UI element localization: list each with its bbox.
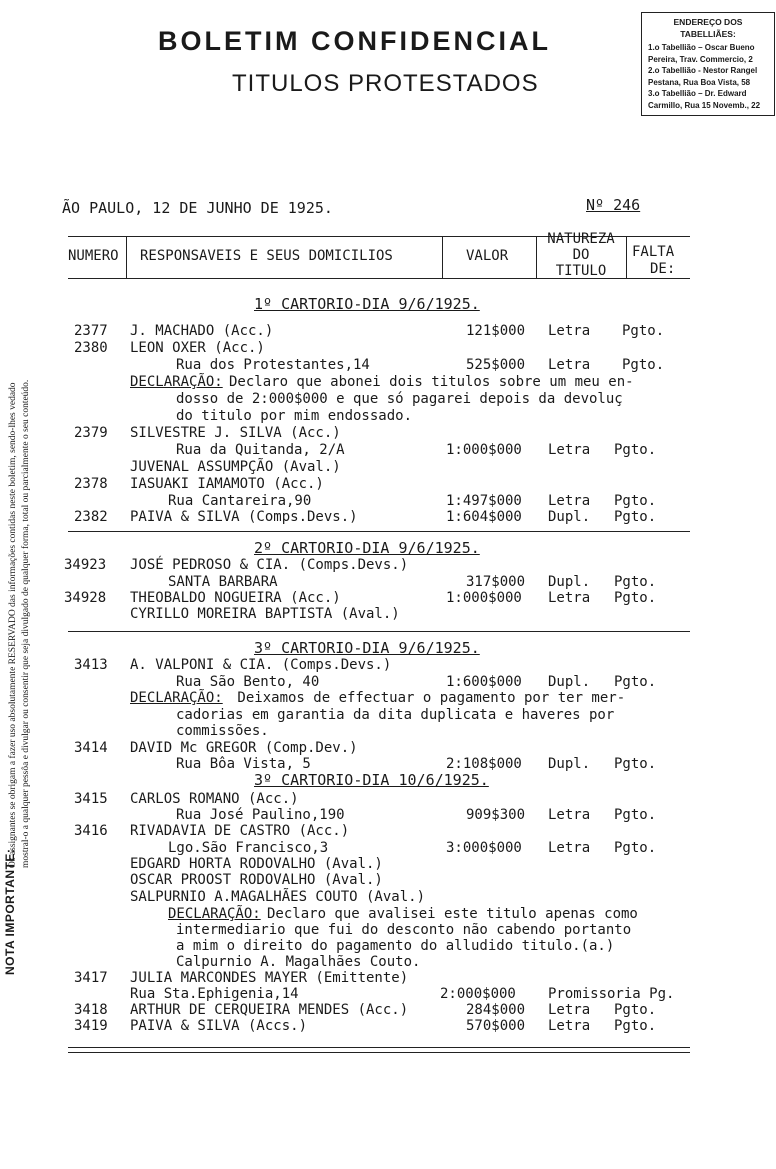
entry-valor: 909$300: [466, 807, 526, 823]
entry-address: Rua da Quitanda, 2/A: [176, 442, 345, 458]
entry-number: 3413: [74, 657, 108, 673]
entry-falta: Pgto.: [614, 590, 657, 606]
col-natureza: DO: [572, 247, 590, 263]
section-rule: [68, 631, 690, 632]
entry-natureza: Dupl.: [548, 674, 591, 690]
entry-number: 2377: [74, 323, 108, 339]
address-heading: ENDEREÇO DOS TABELLIÃES:: [673, 17, 743, 39]
entry-valor: 1:604$000: [446, 509, 522, 525]
entry-number: 3418: [74, 1002, 108, 1018]
entry-valor: 1:600$000: [446, 674, 522, 690]
address-line: 2.o Tabellião - Nestor Rangel: [648, 66, 758, 75]
entry-falta: Pgto.: [614, 840, 657, 856]
col-divider: [442, 236, 443, 279]
entry-natureza: Letra: [548, 493, 591, 509]
col-divider: [626, 236, 627, 279]
entry-natureza: Dupl.: [548, 756, 591, 772]
entry-responsavel: PAIVA & SILVA (Accs.): [130, 1018, 308, 1034]
notice-line-2: mostral-o a qualquer pessôa e divulgar ou consentir que seja divulgado de qualquer forma, total ou parcialmente o seu conteúdo.: [21, 379, 31, 868]
entry-natureza: Dupl.: [548, 574, 591, 590]
entry-natureza: Dupl.: [548, 509, 591, 525]
section-heading: 1º CARTORIO-DIA 9/6/1925.: [254, 295, 480, 313]
entry-address: Rua José Paulino,190: [176, 807, 345, 823]
entry-number: 3419: [74, 1018, 108, 1034]
declaracao-label: DECLARAÇÃO:: [168, 906, 261, 922]
entry-falta: Pgto.: [614, 574, 657, 590]
entry-number: 2379: [74, 425, 108, 441]
entry-responsavel: CYRILLO MOREIRA BAPTISTA (Aval.): [130, 606, 400, 622]
entry-address: Rua Sta.Ephigenia,14: [130, 986, 299, 1002]
entry-address: Rua Bôa Vista, 5: [176, 756, 311, 772]
entry-natureza: Letra: [548, 840, 591, 856]
entry-valor: 1:000$000: [446, 590, 522, 606]
entry-natureza: Letra: [548, 807, 591, 823]
entry-natureza: Letra: [548, 323, 591, 339]
address-line: Pestana, Rua Boa Vista, 58: [648, 77, 751, 87]
entry-falta: Pgto.: [614, 756, 657, 772]
entry-valor: 121$000: [466, 323, 526, 339]
entry-responsavel: JOSÉ PEDROSO & CIA. (Comps.Devs.): [130, 557, 409, 573]
declaracao-label: DECLARAÇÃO:: [130, 374, 223, 390]
col-falta: DE:: [650, 261, 676, 277]
entry-natureza: Letra: [548, 357, 591, 373]
declaracao-text: Deixamos de effectuar o pagamento por ter mer-: [229, 690, 626, 706]
entry-responsavel: A. VALPONI & CIA. (Comps.Devs.): [130, 657, 392, 673]
declaracao-label: DECLARAÇÃO:: [130, 690, 223, 706]
entry-natureza: Letra: [548, 1018, 591, 1034]
entry-valor: 284$000: [466, 1002, 526, 1018]
declaracao-text: intermediario que fui do desconto não cabendo portanto: [176, 922, 632, 938]
address-line: 3.o Tabellião – Dr. Edward: [648, 89, 747, 98]
col-valor: VALOR: [466, 248, 509, 264]
entry-valor: 3:000$000: [446, 840, 522, 856]
entry-address: Rua São Bento, 40: [176, 674, 320, 690]
nota-importante-label: NOTA IMPORTANTE:: [3, 848, 17, 975]
entry-natureza: Letra: [548, 590, 591, 606]
entry-valor: 1:000$000: [446, 442, 522, 458]
entry-valor: 570$000: [466, 1018, 526, 1034]
section-heading: 2º CARTORIO-DIA 9/6/1925.: [254, 539, 480, 557]
entry-address: Lgo.São Francisco,3: [168, 840, 329, 856]
entry-falta: Pgto.: [622, 323, 665, 339]
entry-falta: Pgto.: [614, 1018, 657, 1034]
entry-responsavel: ARTHUR DE CERQUEIRA MENDES (Acc.): [130, 1002, 409, 1018]
entry-number: 2382: [74, 509, 108, 525]
col-responsaveis: RESPONSAVEIS E SEUS DOMICILIOS: [140, 248, 393, 264]
entry-responsavel: THEOBALDO NOGUEIRA (Acc.): [130, 590, 341, 606]
entry-responsavel: SILVESTRE J. SILVA (Acc.): [130, 425, 341, 441]
address-line: Carmillo, Rua 15 Novemb., 22: [648, 100, 761, 110]
declaracao-text: a mim o direito do pagamento do alludido titulo.(a.): [176, 938, 615, 954]
bottom-rule: [68, 1052, 690, 1053]
entry-responsavel: LEON OXER (Acc.): [130, 340, 265, 356]
entry-responsavel: DAVID Mc GREGOR (Comp.Dev.): [130, 740, 358, 756]
declaracao-text: dosso de 2:000$000 e que só pagarei depois da devoluç: [176, 391, 623, 407]
entry-falta: Pgto.: [614, 442, 657, 458]
dateline: ÃO PAULO, 12 DE JUNHO DE 1925.: [62, 199, 333, 217]
declaracao-text: commissões.: [176, 723, 269, 739]
col-numero: NUMERO: [68, 248, 119, 264]
entry-responsavel: CARLOS ROMANO (Acc.): [130, 791, 299, 807]
col-falta: FALTA: [632, 244, 675, 260]
col-divider: [126, 236, 127, 279]
entry-natureza: Letra: [548, 1002, 591, 1018]
entry-address: SANTA BARBARA: [168, 574, 278, 590]
address-line: 1.o Tabellião – Oscar Bueno: [648, 43, 755, 52]
entry-valor: 2:108$000: [446, 756, 522, 772]
entry-number: 34928: [64, 590, 107, 606]
entry-number: 34923: [64, 557, 107, 573]
entry-responsavel: RIVADAVIA DE CASTRO (Acc.): [130, 823, 350, 839]
address-line: Pereira, Trav. Commercio, 2: [648, 54, 753, 64]
page-title: BOLETIM CONFIDENCIAL: [158, 26, 551, 56]
declaracao-text: Declaro que abonei dois titulos sobre um meu en-: [229, 374, 634, 390]
entry-responsavel: JULIA MARCONDES MAYER (Emittente): [130, 970, 409, 986]
entry-falta: Pgto.: [614, 674, 657, 690]
declaracao-text: cadorias em garantia da dita duplicata e haveres por: [176, 707, 615, 723]
entry-number: 2378: [74, 476, 108, 492]
entry-valor: 317$000: [466, 574, 526, 590]
entry-natureza: Promissoria Pg.: [548, 986, 675, 1002]
entry-address: Rua dos Protestantes,14: [176, 357, 370, 373]
entry-responsavel: JUVENAL ASSUMPÇÃO (Aval.): [130, 459, 341, 475]
bottom-rule: [68, 1047, 690, 1048]
entry-number: 3414: [74, 740, 108, 756]
entry-falta: Pgto.: [614, 1002, 657, 1018]
declaracao-text: do titulo por mim endossado.: [176, 408, 413, 424]
entry-falta: Pgto.: [614, 493, 657, 509]
page-subtitle: TITULOS PROTESTADOS: [232, 70, 539, 97]
entry-valor: 525$000: [466, 357, 526, 373]
section-rule: [68, 531, 690, 532]
declaracao-text: Declaro que avalisei este titulo apenas como: [267, 906, 638, 922]
entry-responsavel: J. MACHADO (Acc.): [130, 323, 274, 339]
section-heading: 3º CARTORIO-DIA 10/6/1925.: [254, 771, 489, 789]
declaracao-signature: Calpurnio A. Magalhães Couto.: [176, 954, 421, 970]
col-natureza: TITULO: [555, 263, 607, 279]
entry-falta: Pgto.: [614, 509, 657, 525]
entry-address: Rua Cantareira,90: [168, 493, 312, 509]
bulletin-number: Nº 246: [586, 196, 641, 214]
entry-responsavel: IASUAKI IAMAMOTO (Acc.): [130, 476, 324, 492]
notice-line-1: Os assignantes se obrigam a fazer uso absolutamente RESERVADO das informações contidas neste boletim, sendo-lhes vedado: [8, 382, 18, 868]
entry-responsavel: SALPURNIO A.MAGALHÃES COUTO (Aval.): [130, 889, 426, 905]
entry-valor: 2:000$000: [440, 986, 516, 1002]
entry-responsavel: PAIVA & SILVA (Comps.Devs.): [130, 509, 358, 525]
section-heading: 3º CARTORIO-DIA 9/6/1925.: [254, 639, 480, 657]
entry-number: 2380: [74, 340, 108, 356]
entry-natureza: Letra: [548, 442, 591, 458]
entry-falta: Pgto.: [622, 357, 665, 373]
entry-number: 3415: [74, 791, 108, 807]
col-natureza: NATUREZA: [547, 231, 615, 247]
entry-falta: Pgto.: [614, 807, 657, 823]
entry-valor: 1:497$000: [446, 493, 522, 509]
entry-responsavel: EDGARD HORTA RODOVALHO (Aval.): [130, 856, 383, 872]
entry-number: 3416: [74, 823, 108, 839]
entry-number: 3417: [74, 970, 108, 986]
address-box: [641, 12, 775, 116]
entry-responsavel: OSCAR PROOST RODOVALHO (Aval.): [130, 872, 383, 888]
